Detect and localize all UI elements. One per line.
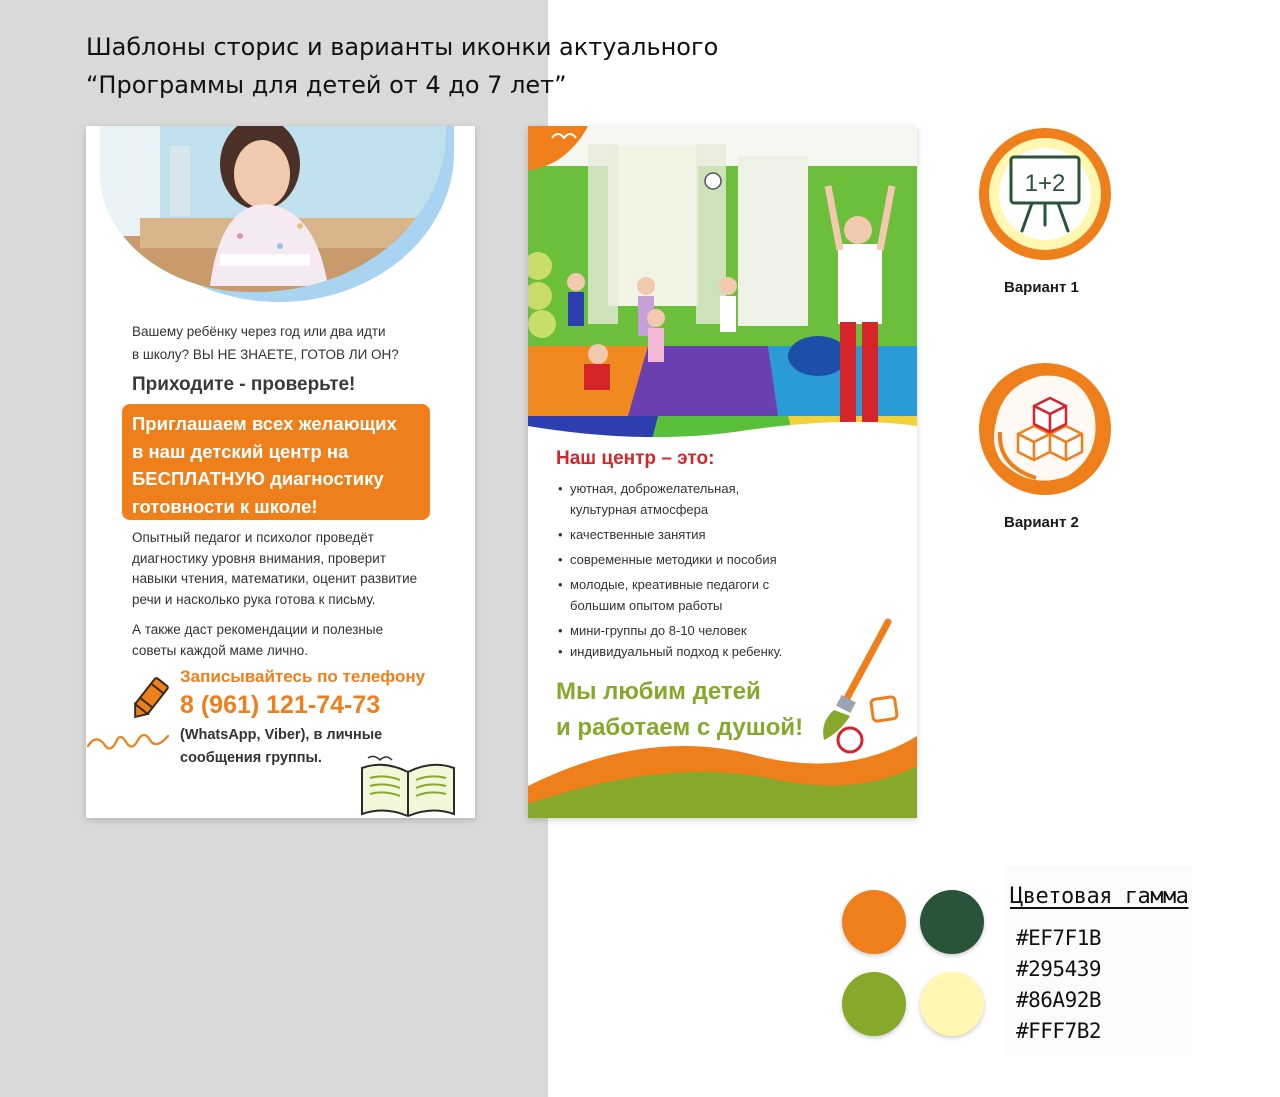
intro-line-1: Вашему ребёнку через год или два идти: [132, 324, 386, 339]
come-check-heading: Приходите - проверьте!: [132, 374, 356, 395]
open-book-icon: [358, 754, 458, 818]
playroom-photo: [528, 126, 917, 476]
color-swatch-light-yellow: [920, 972, 984, 1036]
story-template-2: [528, 126, 917, 818]
list-item-line: • индивидуальный подход к ребенку.: [570, 644, 783, 659]
messenger-line-1: (WhatsApp, Viber), в личные: [180, 727, 383, 743]
list-item-line: • уютная, доброжелательная,: [570, 481, 740, 496]
list-item: [558, 478, 858, 520]
board-text: 1+2: [1024, 170, 1066, 197]
invite-line-3: БЕСПЛАТНУЮ диагностику: [132, 468, 384, 489]
girl-at-desk-photo: [100, 126, 446, 292]
description-line-1: Опытный педагог и психолог проведёт: [132, 530, 374, 545]
variant-2-label: Вариант 2: [1004, 514, 1079, 531]
description-line-4: речи и насколько рука готова к письму.: [132, 591, 376, 607]
list-item: [558, 549, 858, 570]
slogan-line-2: и работаем с душой!: [556, 714, 804, 741]
list-item-line: культурная атмосфера: [570, 502, 709, 517]
invite-line-4: готовности к школе!: [132, 495, 318, 517]
crayon-icon: [128, 674, 172, 722]
messenger-line-2: сообщения группы.: [180, 750, 322, 766]
highlight-icon-variant-1[interactable]: [978, 127, 1112, 261]
highlight-icon-variant-2[interactable]: [978, 362, 1112, 496]
list-item-line: большим опытом работы: [570, 598, 723, 613]
color-swatch-dark-green: [920, 890, 984, 954]
slogan-line-1: Мы любим детей: [556, 678, 761, 705]
page-heading: [86, 28, 718, 104]
heading-line-1: Шаблоны сторис и варианты иконки актуального: [86, 33, 719, 61]
color-swatch-green: [842, 972, 906, 1036]
description-line-3: навыки чтения, математики, оценит развитие: [132, 571, 418, 586]
list-item-line: • мини-группы до 8-10 человек: [570, 623, 747, 638]
call-label: Записывайтесь по телефону: [180, 667, 426, 686]
list-item: [558, 524, 858, 545]
heading-line-2: “Программы для детей от 4 до 7 лет”: [86, 71, 567, 99]
recommendation-line-1: А также даст рекомендации и полезные: [132, 622, 384, 637]
phone-number[interactable]: 8 (961) 121-74-73: [180, 691, 381, 719]
center-title: Наш центр – это:: [556, 448, 715, 469]
recommendation-line-2: советы каждой маме лично.: [132, 642, 309, 658]
invite-line-2: в наш детский центр на: [132, 440, 349, 462]
palette-hex-3: #86A92B: [1016, 988, 1102, 1012]
invite-box: [122, 404, 430, 520]
palette-title: Цветовая гамма: [1010, 884, 1189, 909]
swirl-icon: [86, 726, 170, 756]
palette-hex-1: #EF7F1B: [1016, 926, 1102, 950]
list-item-line: • качественные занятия: [570, 527, 706, 542]
list-item-line: • молодые, креативные педагоги с: [570, 577, 770, 592]
palette-hex-2: #295439: [1016, 957, 1102, 981]
color-swatch-orange: [842, 890, 906, 954]
invite-line-1: Приглашаем всех желающих: [132, 413, 397, 434]
description-text: [132, 528, 452, 610]
intro-line-2: в школу? ВЫ НЕ ЗНАЕТЕ, ГОТОВ ЛИ ОН?: [132, 347, 399, 362]
variant-1-label: Вариант 1: [1004, 279, 1079, 296]
story-template-1: [86, 126, 475, 818]
love-slogan: [556, 674, 856, 746]
list-item-line: • современные методики и пособия: [570, 552, 777, 567]
intro-text: [132, 320, 452, 366]
description-line-2: диагностику уровня внимания, проверит: [132, 550, 387, 566]
palette-hex-4: #FFF7B2: [1016, 1019, 1102, 1043]
recommendation-text: [132, 620, 432, 661]
list-item: [558, 574, 858, 616]
